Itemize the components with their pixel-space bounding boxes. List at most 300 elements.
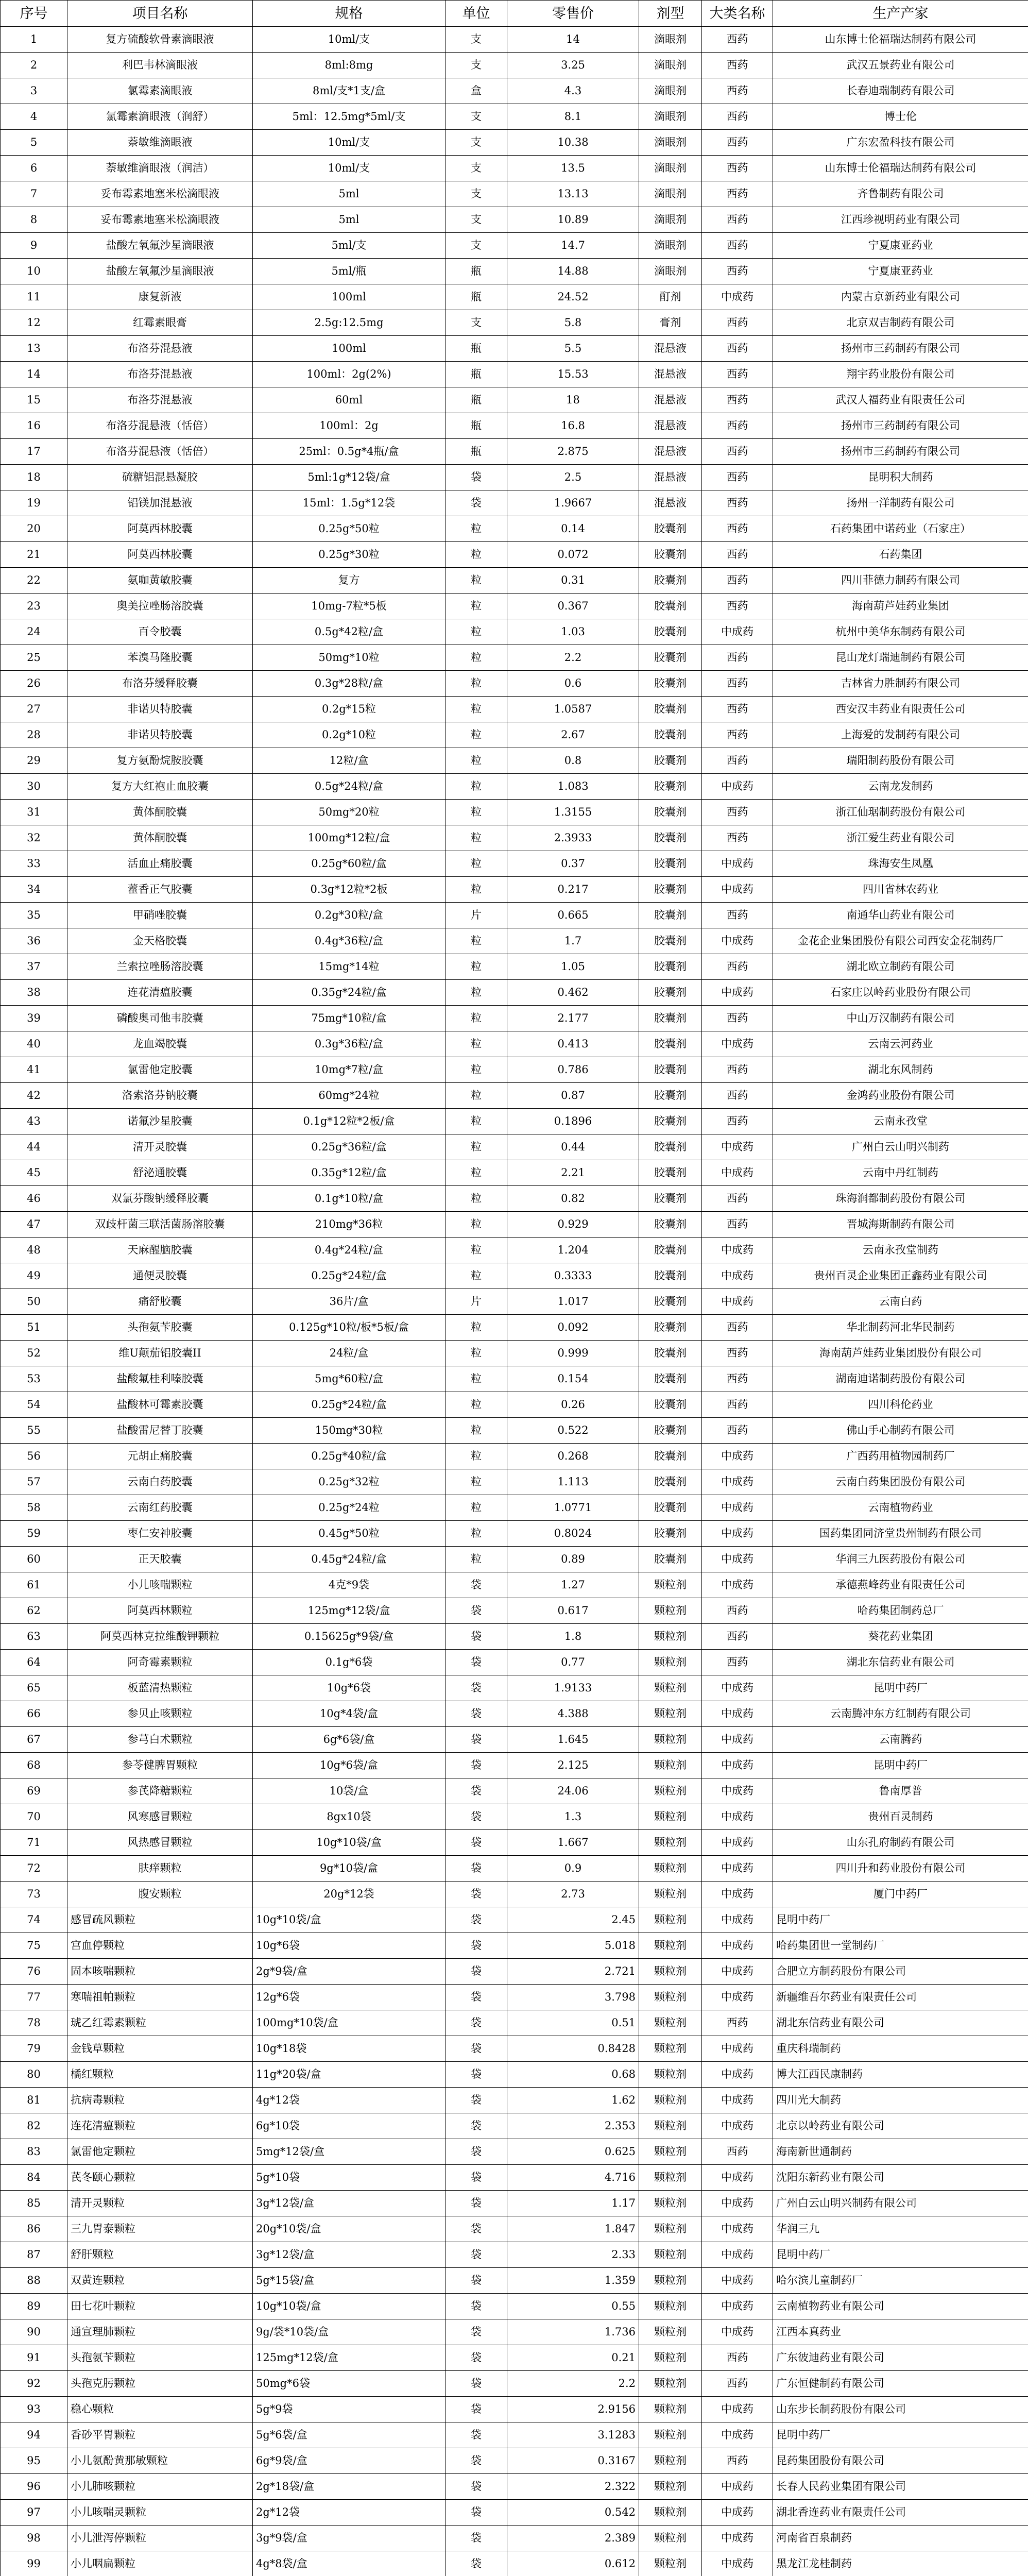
table-row	[1, 2371, 1028, 2397]
cell-category: 中成药	[702, 2036, 773, 2062]
cell-retail-price: 0.55	[507, 2294, 639, 2319]
cell-unit: 粒	[446, 877, 507, 903]
cell-unit: 粒	[446, 568, 507, 594]
cell-spec: 0.25g*32粒	[253, 1469, 446, 1495]
header-category: 大类名称	[702, 1, 773, 27]
table-row	[1, 2397, 1028, 2422]
cell-retail-price: 13.13	[507, 181, 639, 207]
cell-unit: 粒	[446, 671, 507, 697]
cell-index: 52	[1, 1341, 67, 1366]
table-row	[1, 800, 1028, 825]
table-row	[1, 877, 1028, 903]
cell-dosage-form: 胶囊剂	[639, 1418, 702, 1444]
cell-item-name: 头孢克肟颗粒	[67, 2371, 253, 2397]
cell-spec: 8gx10袋	[253, 1804, 446, 1830]
cell-spec: 10g*10袋/盒	[253, 1907, 446, 1933]
cell-item-name: 金钱草颗粒	[67, 2036, 253, 2062]
table-row	[1, 722, 1028, 748]
cell-unit: 袋	[446, 2551, 507, 2576]
cell-item-name: 阿莫西林胶囊	[67, 542, 253, 568]
cell-dosage-form: 胶囊剂	[639, 1263, 702, 1289]
cell-spec: 5ml/瓶	[253, 259, 446, 284]
cell-index: 79	[1, 2036, 67, 2062]
cell-dosage-form: 颗粒剂	[639, 2294, 702, 2319]
cell-unit: 支	[446, 310, 507, 336]
table-row	[1, 825, 1028, 851]
cell-dosage-form: 颗粒剂	[639, 1624, 702, 1650]
cell-item-name: 枣仁安神胶囊	[67, 1521, 253, 1547]
cell-manufacturer: 昆山龙灯瑞迪制药有限公司	[773, 645, 1028, 671]
cell-index: 30	[1, 774, 67, 800]
cell-category: 中成药	[702, 1830, 773, 1856]
cell-index: 24	[1, 619, 67, 645]
cell-item-name: 布洛芬混悬液	[67, 362, 253, 387]
cell-spec: 5g*10袋	[253, 2165, 446, 2191]
cell-category: 西药	[702, 413, 773, 439]
cell-retail-price: 0.217	[507, 877, 639, 903]
cell-item-name: 双黄连颗粒	[67, 2268, 253, 2294]
cell-dosage-form: 滴眼剂	[639, 27, 702, 53]
cell-manufacturer: 北京以岭药业有限公司	[773, 2113, 1028, 2139]
cell-manufacturer: 云南腾药	[773, 1727, 1028, 1753]
cell-unit: 袋	[446, 2294, 507, 2319]
cell-unit: 支	[446, 181, 507, 207]
cell-index: 31	[1, 800, 67, 825]
cell-unit: 袋	[446, 2422, 507, 2448]
cell-spec: 75mg*10粒/盒	[253, 1006, 446, 1031]
cell-item-name: 橘红颗粒	[67, 2062, 253, 2088]
cell-spec: 4g*8袋/盒	[253, 2551, 446, 2576]
cell-category: 西药	[702, 722, 773, 748]
cell-retail-price: 1.359	[507, 2268, 639, 2294]
cell-unit: 粒	[446, 1212, 507, 1238]
table-row	[1, 2062, 1028, 2088]
cell-category: 西药	[702, 1392, 773, 1418]
cell-spec: 0.2g*30粒/盒	[253, 903, 446, 928]
cell-spec: 10袋/盒	[253, 1778, 446, 1804]
cell-unit: 粒	[446, 1006, 507, 1031]
cell-category: 中成药	[702, 1521, 773, 1547]
cell-index: 63	[1, 1624, 67, 1650]
cell-category: 中成药	[702, 2526, 773, 2551]
cell-dosage-form: 滴眼剂	[639, 78, 702, 104]
cell-category: 中成药	[702, 2062, 773, 2088]
cell-retail-price: 4.388	[507, 1701, 639, 1727]
cell-category: 西药	[702, 2345, 773, 2371]
cell-index: 4	[1, 104, 67, 130]
table-row	[1, 310, 1028, 336]
cell-unit: 袋	[446, 2526, 507, 2551]
table-row	[1, 2113, 1028, 2139]
cell-spec: 15ml：1.5g*12袋	[253, 490, 446, 516]
cell-item-name: 双氯芬酸钠缓释胶囊	[67, 1186, 253, 1212]
cell-retail-price: 0.87	[507, 1083, 639, 1109]
cell-category: 中成药	[702, 1778, 773, 1804]
cell-item-name: 正天胶囊	[67, 1547, 253, 1572]
cell-manufacturer: 上海爱的发制药有限公司	[773, 722, 1028, 748]
cell-retail-price: 0.51	[507, 2010, 639, 2036]
cell-unit: 片	[446, 903, 507, 928]
cell-item-name: 盐酸林可霉素胶囊	[67, 1392, 253, 1418]
cell-spec: 5g*9袋	[253, 2397, 446, 2422]
cell-index: 32	[1, 825, 67, 851]
cell-manufacturer: 石药集团中诺药业（石家庄）	[773, 516, 1028, 542]
cell-category: 中成药	[702, 1547, 773, 1572]
cell-index: 39	[1, 1006, 67, 1031]
cell-spec: 5mg*60粒/盒	[253, 1366, 446, 1392]
cell-unit: 粒	[446, 1083, 507, 1109]
cell-category: 西药	[702, 465, 773, 490]
cell-dosage-form: 胶囊剂	[639, 1238, 702, 1263]
cell-retail-price: 2.322	[507, 2474, 639, 2500]
cell-item-name: 清开灵颗粒	[67, 2191, 253, 2216]
cell-manufacturer: 山东孔府制药有限公司	[773, 1830, 1028, 1856]
cell-index: 34	[1, 877, 67, 903]
cell-spec: 10ml/支	[253, 27, 446, 53]
cell-item-name: 小儿泄泻停颗粒	[67, 2526, 253, 2551]
cell-index: 66	[1, 1701, 67, 1727]
table-row	[1, 2474, 1028, 2500]
cell-category: 西药	[702, 336, 773, 362]
table-row	[1, 1341, 1028, 1366]
cell-manufacturer: 新疆维吾尔药业有限责任公司	[773, 1985, 1028, 2010]
cell-item-name: 参贝止咳颗粒	[67, 1701, 253, 1727]
table-row	[1, 207, 1028, 233]
cell-item-name: 盐酸左氧氟沙星滴眼液	[67, 233, 253, 259]
cell-manufacturer: 石家庄以岭药业股份有限公司	[773, 980, 1028, 1006]
cell-dosage-form: 颗粒剂	[639, 2345, 702, 2371]
cell-index: 40	[1, 1031, 67, 1057]
cell-item-name: 磷酸奥司他韦胶囊	[67, 1006, 253, 1031]
cell-index: 47	[1, 1212, 67, 1238]
table-row	[1, 568, 1028, 594]
cell-item-name: 妥布霉素地塞米松滴眼液	[67, 181, 253, 207]
cell-manufacturer: 河南省百泉制药	[773, 2526, 1028, 2551]
cell-retail-price: 18	[507, 387, 639, 413]
cell-item-name: 金天格胶囊	[67, 928, 253, 954]
cell-spec: 5ml:1g*12袋/盒	[253, 465, 446, 490]
cell-unit: 袋	[446, 2500, 507, 2526]
cell-manufacturer: 云南植物药业	[773, 1495, 1028, 1521]
cell-dosage-form: 颗粒剂	[639, 2397, 702, 2422]
cell-dosage-form: 胶囊剂	[639, 594, 702, 619]
cell-item-name: 小儿氨酚黄那敏颗粒	[67, 2448, 253, 2474]
cell-spec: 10g*6袋	[253, 1933, 446, 1959]
cell-retail-price: 0.929	[507, 1212, 639, 1238]
cell-dosage-form: 颗粒剂	[639, 1675, 702, 1701]
cell-category: 中成药	[702, 1907, 773, 1933]
cell-unit: 袋	[446, 1727, 507, 1753]
cell-category: 中成药	[702, 2088, 773, 2113]
cell-spec: 4克*9袋	[253, 1572, 446, 1598]
cell-unit: 袋	[446, 2448, 507, 2474]
cell-category: 西药	[702, 1650, 773, 1675]
cell-manufacturer: 珠海安生凤凰	[773, 851, 1028, 877]
cell-index: 94	[1, 2422, 67, 2448]
cell-unit: 粒	[446, 619, 507, 645]
cell-category: 西药	[702, 310, 773, 336]
cell-spec: 100ml：2g(2%)	[253, 362, 446, 387]
cell-manufacturer: 南通华山药业有限公司	[773, 903, 1028, 928]
cell-item-name: 风热感冒颗粒	[67, 1830, 253, 1856]
header-unit: 单位	[446, 1, 507, 27]
cell-manufacturer: 云南云河药业	[773, 1031, 1028, 1057]
cell-unit: 粒	[446, 1341, 507, 1366]
cell-retail-price: 0.612	[507, 2551, 639, 2576]
cell-manufacturer: 山东博士伦福瑞达制药有限公司	[773, 156, 1028, 181]
cell-category: 中成药	[702, 1238, 773, 1263]
cell-manufacturer: 贵州百灵制药	[773, 1804, 1028, 1830]
cell-dosage-form: 胶囊剂	[639, 1109, 702, 1134]
cell-category: 中成药	[702, 1134, 773, 1160]
cell-retail-price: 14.7	[507, 233, 639, 259]
cell-category: 中成药	[702, 1985, 773, 2010]
cell-item-name: 参苓健脾胃颗粒	[67, 1753, 253, 1778]
cell-spec: 5ml	[253, 181, 446, 207]
cell-unit: 袋	[446, 1804, 507, 1830]
cell-retail-price: 1.7	[507, 928, 639, 954]
cell-spec: 100mg*12粒/盒	[253, 825, 446, 851]
cell-manufacturer: 昆明中药厂	[773, 2422, 1028, 2448]
cell-category: 西药	[702, 259, 773, 284]
cell-dosage-form: 颗粒剂	[639, 1650, 702, 1675]
cell-retail-price: 0.68	[507, 2062, 639, 2088]
cell-retail-price: 0.1896	[507, 1109, 639, 1134]
cell-manufacturer: 厦门中药厂	[773, 1882, 1028, 1907]
cell-index: 76	[1, 1959, 67, 1985]
table-row	[1, 1624, 1028, 1650]
cell-dosage-form: 滴眼剂	[639, 207, 702, 233]
cell-dosage-form: 颗粒剂	[639, 2113, 702, 2139]
cell-spec: 0.25g*24粒/盒	[253, 1263, 446, 1289]
cell-dosage-form: 胶囊剂	[639, 1521, 702, 1547]
cell-item-name: 维U颠茄铝胶囊II	[67, 1341, 253, 1366]
cell-retail-price: 1.17	[507, 2191, 639, 2216]
table-row	[1, 1701, 1028, 1727]
table-row	[1, 619, 1028, 645]
cell-dosage-form: 滴眼剂	[639, 233, 702, 259]
cell-category: 中成药	[702, 1263, 773, 1289]
cell-index: 43	[1, 1109, 67, 1134]
cell-index: 3	[1, 78, 67, 104]
cell-category: 中成药	[702, 1727, 773, 1753]
cell-unit: 袋	[446, 2191, 507, 2216]
cell-retail-price: 5.8	[507, 310, 639, 336]
table-row	[1, 181, 1028, 207]
cell-manufacturer: 内蒙古京新药业有限公司	[773, 284, 1028, 310]
cell-retail-price: 0.3333	[507, 1263, 639, 1289]
cell-dosage-form: 胶囊剂	[639, 1160, 702, 1186]
cell-item-name: 氯霉素滴眼液（润舒）	[67, 104, 253, 130]
cell-item-name: 肤痒颗粒	[67, 1856, 253, 1882]
cell-dosage-form: 颗粒剂	[639, 2448, 702, 2474]
cell-dosage-form: 颗粒剂	[639, 1753, 702, 1778]
cell-dosage-form: 胶囊剂	[639, 1392, 702, 1418]
cell-spec: 24粒/盒	[253, 1341, 446, 1366]
cell-spec: 125mg*12袋/盒	[253, 2345, 446, 2371]
cell-item-name: 元胡止痛胶囊	[67, 1444, 253, 1469]
cell-item-name: 萘敏维滴眼液	[67, 130, 253, 156]
cell-index: 61	[1, 1572, 67, 1598]
table-row	[1, 156, 1028, 181]
cell-category: 西药	[702, 568, 773, 594]
cell-unit: 袋	[446, 1830, 507, 1856]
cell-retail-price: 2.125	[507, 1753, 639, 1778]
cell-unit: 粒	[446, 645, 507, 671]
cell-retail-price: 0.8	[507, 748, 639, 774]
cell-spec: 0.25g*24粒/盒	[253, 1392, 446, 1418]
cell-manufacturer: 武汉人福药业有限责任公司	[773, 387, 1028, 413]
cell-manufacturer: 黑龙江龙桂制药	[773, 2551, 1028, 2576]
table-row	[1, 1598, 1028, 1624]
cell-manufacturer: 海南新世通制药	[773, 2139, 1028, 2165]
cell-category: 西药	[702, 1341, 773, 1366]
table-row	[1, 2036, 1028, 2062]
cell-dosage-form: 颗粒剂	[639, 2551, 702, 2576]
cell-category: 西药	[702, 2010, 773, 2036]
cell-unit: 袋	[446, 1624, 507, 1650]
cell-category: 中成药	[702, 1444, 773, 1469]
cell-item-name: 硫糖铝混悬凝胶	[67, 465, 253, 490]
cell-category: 西药	[702, 697, 773, 722]
cell-index: 6	[1, 156, 67, 181]
cell-unit: 瓶	[446, 284, 507, 310]
cell-category: 西药	[702, 490, 773, 516]
table-row	[1, 2345, 1028, 2371]
cell-index: 89	[1, 2294, 67, 2319]
cell-spec: 10g*10袋/盒	[253, 1830, 446, 1856]
cell-retail-price: 1.27	[507, 1572, 639, 1598]
cell-index: 55	[1, 1418, 67, 1444]
cell-item-name: 小儿咳喘颗粒	[67, 1572, 253, 1598]
cell-retail-price: 13.5	[507, 156, 639, 181]
cell-unit: 袋	[446, 465, 507, 490]
header-manufacturer: 生产产家	[773, 1, 1028, 27]
cell-spec: 15mg*14粒	[253, 954, 446, 980]
table-row	[1, 851, 1028, 877]
cell-category: 中成药	[702, 1804, 773, 1830]
cell-index: 20	[1, 516, 67, 542]
cell-unit: 粒	[446, 748, 507, 774]
cell-manufacturer: 石药集团	[773, 542, 1028, 568]
cell-index: 67	[1, 1727, 67, 1753]
cell-manufacturer: 齐鲁制药有限公司	[773, 181, 1028, 207]
cell-item-name: 参芎白术颗粒	[67, 1727, 253, 1753]
cell-index: 15	[1, 387, 67, 413]
cell-manufacturer: 浙江仙琚制药股份有限公司	[773, 800, 1028, 825]
cell-retail-price: 0.786	[507, 1057, 639, 1083]
cell-category: 西药	[702, 233, 773, 259]
cell-unit: 支	[446, 130, 507, 156]
cell-category: 中成药	[702, 2268, 773, 2294]
cell-category: 西药	[702, 800, 773, 825]
cell-manufacturer: 宁夏康亚药业	[773, 259, 1028, 284]
table-row	[1, 1804, 1028, 1830]
cell-category: 西药	[702, 78, 773, 104]
table-row	[1, 27, 1028, 53]
cell-item-name: 固本咳喘颗粒	[67, 1959, 253, 1985]
cell-manufacturer: 华润三九	[773, 2216, 1028, 2242]
cell-index: 69	[1, 1778, 67, 1804]
cell-manufacturer: 中山万汉制药有限公司	[773, 1006, 1028, 1031]
cell-retail-price: 1.9667	[507, 490, 639, 516]
table-row	[1, 1650, 1028, 1675]
table-row	[1, 490, 1028, 516]
cell-item-name: 小儿咽扁颗粒	[67, 2551, 253, 2576]
cell-item-name: 萘敏维滴眼液（润洁）	[67, 156, 253, 181]
cell-manufacturer: 昆明中药厂	[773, 1753, 1028, 1778]
cell-dosage-form: 滴眼剂	[639, 156, 702, 181]
cell-dosage-form: 胶囊剂	[639, 722, 702, 748]
table-row	[1, 1521, 1028, 1547]
cell-category: 西药	[702, 1109, 773, 1134]
cell-spec: 5ml	[253, 207, 446, 233]
cell-manufacturer: 四川升和药业股份有限公司	[773, 1856, 1028, 1882]
cell-item-name: 利巴韦林滴眼液	[67, 53, 253, 78]
cell-unit: 瓶	[446, 362, 507, 387]
cell-dosage-form: 颗粒剂	[639, 2010, 702, 2036]
cell-index: 96	[1, 2474, 67, 2500]
cell-retail-price: 2.2	[507, 2371, 639, 2397]
cell-item-name: 兰索拉唑肠溶胶囊	[67, 954, 253, 980]
cell-dosage-form: 颗粒剂	[639, 1701, 702, 1727]
cell-category: 西药	[702, 1186, 773, 1212]
cell-manufacturer: 江西珍视明药业有限公司	[773, 207, 1028, 233]
cell-unit: 粒	[446, 1392, 507, 1418]
cell-manufacturer: 金鸿药业股份有限公司	[773, 1083, 1028, 1109]
cell-item-name: 双歧杆菌三联活菌肠溶胶囊	[67, 1212, 253, 1238]
cell-spec: 0.45g*24粒/盒	[253, 1547, 446, 1572]
cell-item-name: 云南白药胶囊	[67, 1469, 253, 1495]
cell-dosage-form: 胶囊剂	[639, 800, 702, 825]
cell-index: 98	[1, 2526, 67, 2551]
cell-retail-price: 3.1283	[507, 2422, 639, 2448]
cell-item-name: 奥美拉唑肠溶胶囊	[67, 594, 253, 619]
cell-dosage-form: 颗粒剂	[639, 2216, 702, 2242]
cell-index: 83	[1, 2139, 67, 2165]
table-row	[1, 516, 1028, 542]
cell-category: 西药	[702, 207, 773, 233]
cell-category: 西药	[702, 387, 773, 413]
cell-dosage-form: 胶囊剂	[639, 1083, 702, 1109]
table-row	[1, 2139, 1028, 2165]
cell-category: 中成药	[702, 2165, 773, 2191]
cell-index: 81	[1, 2088, 67, 2113]
table-row	[1, 387, 1028, 413]
cell-retail-price: 2.389	[507, 2526, 639, 2551]
cell-spec: 36片/盒	[253, 1289, 446, 1315]
cell-item-name: 复方硫酸软骨素滴眼液	[67, 27, 253, 53]
cell-unit: 袋	[446, 2113, 507, 2139]
table-row	[1, 2165, 1028, 2191]
cell-spec: 5ml/支	[253, 233, 446, 259]
cell-spec: 0.35g*24粒/盒	[253, 980, 446, 1006]
table-row	[1, 2319, 1028, 2345]
cell-manufacturer: 海南葫芦娃药业集团股份有限公司	[773, 1341, 1028, 1366]
cell-item-name: 甲硝唑胶囊	[67, 903, 253, 928]
cell-unit: 粒	[446, 1418, 507, 1444]
table-row	[1, 2422, 1028, 2448]
cell-index: 29	[1, 748, 67, 774]
table-row	[1, 594, 1028, 619]
cell-dosage-form: 颗粒剂	[639, 2088, 702, 2113]
cell-category: 中成药	[702, 1701, 773, 1727]
cell-spec: 6g*6袋/盒	[253, 1727, 446, 1753]
cell-unit: 瓶	[446, 413, 507, 439]
cell-category: 西药	[702, 645, 773, 671]
cell-manufacturer: 华润三九医药股份有限公司	[773, 1547, 1028, 1572]
table-row	[1, 2088, 1028, 2113]
